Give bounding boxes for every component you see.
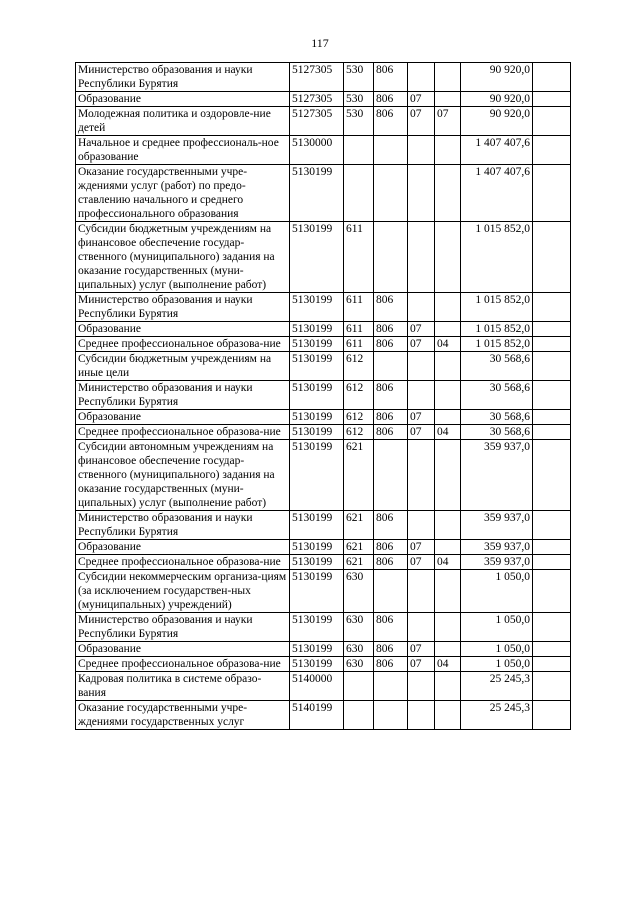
empty-cell: [533, 701, 571, 730]
expense-type-cell: [344, 165, 374, 222]
expense-type-cell: 611: [344, 322, 374, 337]
table-row: [76, 540, 571, 555]
item-name-cell: Министерство образования и науки Республики Бурятия: [76, 613, 290, 642]
ministry-code-cell: [374, 672, 408, 701]
amount-cell: 1 050,0: [461, 657, 533, 672]
target-article-cell: 5130199: [290, 570, 344, 613]
subsection-cell: 04: [435, 657, 461, 672]
table-row: [76, 63, 571, 92]
item-name-cell: Кадровая политика в системе образо-вания: [76, 672, 290, 701]
budget-table-body: [76, 63, 571, 730]
ministry-code-cell: 806: [374, 511, 408, 540]
subsection-cell: [435, 165, 461, 222]
ministry-code-cell: 806: [374, 642, 408, 657]
amount-cell: 30 568,6: [461, 410, 533, 425]
section-cell: [408, 511, 435, 540]
ministry-code-cell: [374, 352, 408, 381]
ministry-code-cell: 806: [374, 107, 408, 136]
table-row: [76, 337, 571, 352]
empty-cell: [533, 165, 571, 222]
section-cell: [408, 570, 435, 613]
table-row: [76, 381, 571, 410]
ministry-code-cell: [374, 570, 408, 613]
subsection-cell: [435, 322, 461, 337]
table-row: [76, 570, 571, 613]
subsection-cell: [435, 410, 461, 425]
empty-cell: [533, 293, 571, 322]
amount-cell: 25 245,3: [461, 701, 533, 730]
ministry-code-cell: 806: [374, 657, 408, 672]
amount-cell: 30 568,6: [461, 381, 533, 410]
ministry-code-cell: [374, 701, 408, 730]
empty-cell: [533, 63, 571, 92]
section-cell: [408, 613, 435, 642]
target-article-cell: 5130199: [290, 322, 344, 337]
empty-cell: [533, 570, 571, 613]
expense-type-cell: 530: [344, 63, 374, 92]
expense-type-cell: 630: [344, 613, 374, 642]
subsection-cell: [435, 293, 461, 322]
empty-cell: [533, 440, 571, 511]
ministry-code-cell: 806: [374, 555, 408, 570]
amount-cell: 1 015 852,0: [461, 337, 533, 352]
subsection-cell: [435, 63, 461, 92]
empty-cell: [533, 425, 571, 440]
empty-cell: [533, 672, 571, 701]
expense-type-cell: 612: [344, 425, 374, 440]
table-row: [76, 613, 571, 642]
item-name-cell: Образование: [76, 642, 290, 657]
amount-cell: 359 937,0: [461, 555, 533, 570]
item-name-cell: Молодежная политика и оздоровле-ние детей: [76, 107, 290, 136]
amount-cell: 90 920,0: [461, 107, 533, 136]
target-article-cell: 5127305: [290, 107, 344, 136]
table-row: [76, 165, 571, 222]
ministry-code-cell: [374, 136, 408, 165]
amount-cell: 359 937,0: [461, 440, 533, 511]
ministry-code-cell: 806: [374, 613, 408, 642]
item-name-cell: Среднее профессиональное образова-ние: [76, 337, 290, 352]
amount-cell: 90 920,0: [461, 92, 533, 107]
item-name-cell: Начальное и среднее профессиональ-ное образование: [76, 136, 290, 165]
table-row: [76, 322, 571, 337]
empty-cell: [533, 642, 571, 657]
target-article-cell: 5140199: [290, 701, 344, 730]
target-article-cell: 5130199: [290, 642, 344, 657]
target-article-cell: 5130199: [290, 410, 344, 425]
empty-cell: [533, 657, 571, 672]
item-name-cell: Субсидии автономным учреждениям на финансовое обеспечение государ-ственного (муниципального) задания на оказание государственных (муни-ципальных) услуг (выполнение работ): [76, 440, 290, 511]
table-row: [76, 293, 571, 322]
ministry-code-cell: 806: [374, 540, 408, 555]
expense-type-cell: 621: [344, 555, 374, 570]
target-article-cell: 5130199: [290, 657, 344, 672]
subsection-cell: [435, 613, 461, 642]
ministry-code-cell: [374, 222, 408, 293]
table-row: [76, 136, 571, 165]
amount-cell: 1 050,0: [461, 570, 533, 613]
budget-table: [75, 62, 571, 730]
table-row: [76, 642, 571, 657]
section-cell: 07: [408, 92, 435, 107]
item-name-cell: Министерство образования и науки Республики Бурятия: [76, 381, 290, 410]
table-row: [76, 440, 571, 511]
empty-cell: [533, 555, 571, 570]
subsection-cell: 07: [435, 107, 461, 136]
subsection-cell: [435, 381, 461, 410]
expense-type-cell: 612: [344, 352, 374, 381]
target-article-cell: 5130199: [290, 337, 344, 352]
expense-type-cell: [344, 701, 374, 730]
target-article-cell: 5130199: [290, 293, 344, 322]
target-article-cell: 5130199: [290, 440, 344, 511]
ministry-code-cell: 806: [374, 92, 408, 107]
item-name-cell: Министерство образования и науки Республики Бурятия: [76, 511, 290, 540]
section-cell: 07: [408, 107, 435, 136]
subsection-cell: [435, 511, 461, 540]
subsection-cell: [435, 672, 461, 701]
ministry-code-cell: 806: [374, 293, 408, 322]
section-cell: [408, 63, 435, 92]
page-number: 117: [311, 36, 329, 50]
amount-cell: 30 568,6: [461, 425, 533, 440]
item-name-cell: Оказание государственными учре-ждениями услуг (работ) по предо-ставлению начального и среднего профессионального образования: [76, 165, 290, 222]
item-name-cell: Оказание государственными учре-ждениями государственных услуг: [76, 701, 290, 730]
section-cell: 07: [408, 555, 435, 570]
subsection-cell: [435, 540, 461, 555]
ministry-code-cell: 806: [374, 410, 408, 425]
expense-type-cell: 630: [344, 657, 374, 672]
ministry-code-cell: 806: [374, 381, 408, 410]
amount-cell: 1 015 852,0: [461, 322, 533, 337]
target-article-cell: 5127305: [290, 92, 344, 107]
section-cell: [408, 440, 435, 511]
table-row: [76, 701, 571, 730]
subsection-cell: 04: [435, 337, 461, 352]
table-row: [76, 425, 571, 440]
subsection-cell: 04: [435, 555, 461, 570]
expense-type-cell: 611: [344, 337, 374, 352]
expense-type-cell: [344, 672, 374, 701]
section-cell: 07: [408, 322, 435, 337]
expense-type-cell: 621: [344, 440, 374, 511]
empty-cell: [533, 613, 571, 642]
section-cell: [408, 165, 435, 222]
empty-cell: [533, 511, 571, 540]
expense-type-cell: 630: [344, 642, 374, 657]
item-name-cell: Образование: [76, 410, 290, 425]
section-cell: [408, 701, 435, 730]
table-row: [76, 222, 571, 293]
ministry-code-cell: [374, 440, 408, 511]
subsection-cell: 04: [435, 425, 461, 440]
section-cell: [408, 136, 435, 165]
amount-cell: 1 050,0: [461, 613, 533, 642]
target-article-cell: 5130199: [290, 381, 344, 410]
target-article-cell: 5130199: [290, 425, 344, 440]
target-article-cell: 5140000: [290, 672, 344, 701]
section-cell: 07: [408, 337, 435, 352]
subsection-cell: [435, 701, 461, 730]
expense-type-cell: 621: [344, 511, 374, 540]
item-name-cell: Министерство образования и науки Республики Бурятия: [76, 293, 290, 322]
expense-type-cell: 611: [344, 222, 374, 293]
target-article-cell: 5130199: [290, 352, 344, 381]
expense-type-cell: 611: [344, 293, 374, 322]
item-name-cell: Образование: [76, 322, 290, 337]
subsection-cell: [435, 642, 461, 657]
amount-cell: 30 568,6: [461, 352, 533, 381]
expense-type-cell: [344, 136, 374, 165]
item-name-cell: Субсидии некоммерческим организа-циям (за исключением государствен-ных (муниципальных) учреждений): [76, 570, 290, 613]
ministry-code-cell: 806: [374, 63, 408, 92]
amount-cell: 1 407 407,6: [461, 136, 533, 165]
subsection-cell: [435, 570, 461, 613]
item-name-cell: Среднее профессиональное образова-ние: [76, 657, 290, 672]
amount-cell: 90 920,0: [461, 63, 533, 92]
empty-cell: [533, 107, 571, 136]
empty-cell: [533, 337, 571, 352]
expense-type-cell: 530: [344, 107, 374, 136]
subsection-cell: [435, 92, 461, 107]
empty-cell: [533, 540, 571, 555]
table-row: [76, 657, 571, 672]
empty-cell: [533, 381, 571, 410]
table-row: [76, 555, 571, 570]
empty-cell: [533, 352, 571, 381]
empty-cell: [533, 322, 571, 337]
table-row: [76, 92, 571, 107]
target-article-cell: 5130199: [290, 540, 344, 555]
expense-type-cell: 612: [344, 410, 374, 425]
table-row: [76, 107, 571, 136]
target-article-cell: 5130000: [290, 136, 344, 165]
expense-type-cell: 530: [344, 92, 374, 107]
subsection-cell: [435, 352, 461, 381]
amount-cell: 359 937,0: [461, 511, 533, 540]
table-row: [76, 410, 571, 425]
section-cell: [408, 381, 435, 410]
expense-type-cell: 630: [344, 570, 374, 613]
amount-cell: 25 245,3: [461, 672, 533, 701]
ministry-code-cell: 806: [374, 425, 408, 440]
section-cell: 07: [408, 425, 435, 440]
table-row: [76, 511, 571, 540]
section-cell: 07: [408, 657, 435, 672]
item-name-cell: Среднее профессиональное образова-ние: [76, 425, 290, 440]
ministry-code-cell: 806: [374, 337, 408, 352]
empty-cell: [533, 222, 571, 293]
empty-cell: [533, 136, 571, 165]
amount-cell: 1 015 852,0: [461, 222, 533, 293]
item-name-cell: Образование: [76, 92, 290, 107]
section-cell: 07: [408, 410, 435, 425]
target-article-cell: 5130199: [290, 511, 344, 540]
item-name-cell: Среднее профессиональное образова-ние: [76, 555, 290, 570]
target-article-cell: 5130199: [290, 613, 344, 642]
item-name-cell: Министерство образования и науки Республики Бурятия: [76, 63, 290, 92]
subsection-cell: [435, 222, 461, 293]
amount-cell: 1 407 407,6: [461, 165, 533, 222]
section-cell: 07: [408, 540, 435, 555]
item-name-cell: Субсидии бюджетным учреждениям на финансовое обеспечение государ-ственного (муниципального) задания на оказание государственных (муни-ципальных) услуг (выполнение работ): [76, 222, 290, 293]
section-cell: [408, 352, 435, 381]
expense-type-cell: 621: [344, 540, 374, 555]
section-cell: [408, 672, 435, 701]
ministry-code-cell: 806: [374, 322, 408, 337]
empty-cell: [533, 410, 571, 425]
empty-cell: [533, 92, 571, 107]
amount-cell: 1 015 852,0: [461, 293, 533, 322]
section-cell: [408, 293, 435, 322]
target-article-cell: 5130199: [290, 165, 344, 222]
ministry-code-cell: [374, 165, 408, 222]
subsection-cell: [435, 136, 461, 165]
amount-cell: 359 937,0: [461, 540, 533, 555]
target-article-cell: 5130199: [290, 222, 344, 293]
section-cell: [408, 222, 435, 293]
section-cell: 07: [408, 642, 435, 657]
subsection-cell: [435, 440, 461, 511]
expense-type-cell: 612: [344, 381, 374, 410]
item-name-cell: Образование: [76, 540, 290, 555]
item-name-cell: Субсидии бюджетным учреждениям на иные цели: [76, 352, 290, 381]
table-row: [76, 352, 571, 381]
table-row: [76, 672, 571, 701]
target-article-cell: 5127305: [290, 63, 344, 92]
target-article-cell: 5130199: [290, 555, 344, 570]
amount-cell: 1 050,0: [461, 642, 533, 657]
